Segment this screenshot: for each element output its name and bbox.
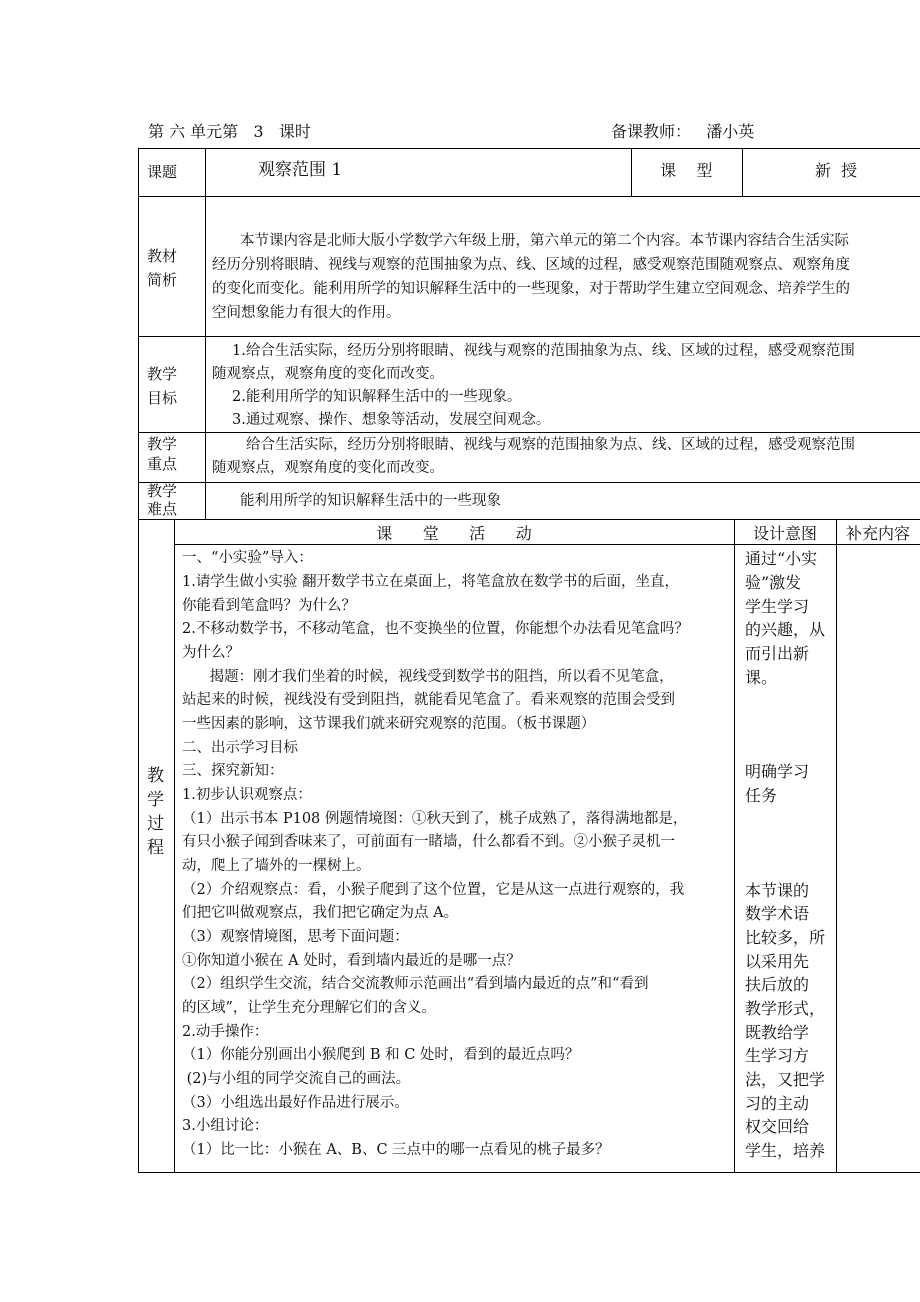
teacher-info: 备课教师： 潘小英	[611, 122, 755, 141]
activity-column-header: 课 堂 活 动	[376, 524, 532, 543]
extra-column-header: 补充内容	[846, 524, 911, 543]
analysis-label-1: 教材	[147, 247, 178, 265]
difficult-label-2: 难点	[147, 500, 178, 518]
key-label-1: 教学	[147, 435, 178, 453]
unit-lesson-info: 第 六 单元第 3 课时	[148, 122, 311, 141]
difficult-label-1: 教学	[147, 482, 178, 500]
analysis-label-2: 简析	[147, 271, 178, 289]
goals-label-1: 教学	[147, 365, 178, 383]
difficult-text: 能利用所学的知识解释生活中的一些现象	[240, 493, 501, 509]
topic-title: 观察范围 1	[258, 160, 343, 180]
lesson-type-value: 新 授	[815, 161, 858, 180]
lesson-type-label: 课 型	[660, 161, 713, 180]
design-column-header: 设计意图	[752, 524, 817, 543]
goals-label-2: 目标	[147, 389, 178, 407]
topic-label: 课题	[147, 163, 178, 181]
page-header	[148, 119, 920, 145]
key-label-2: 重点	[147, 455, 178, 473]
